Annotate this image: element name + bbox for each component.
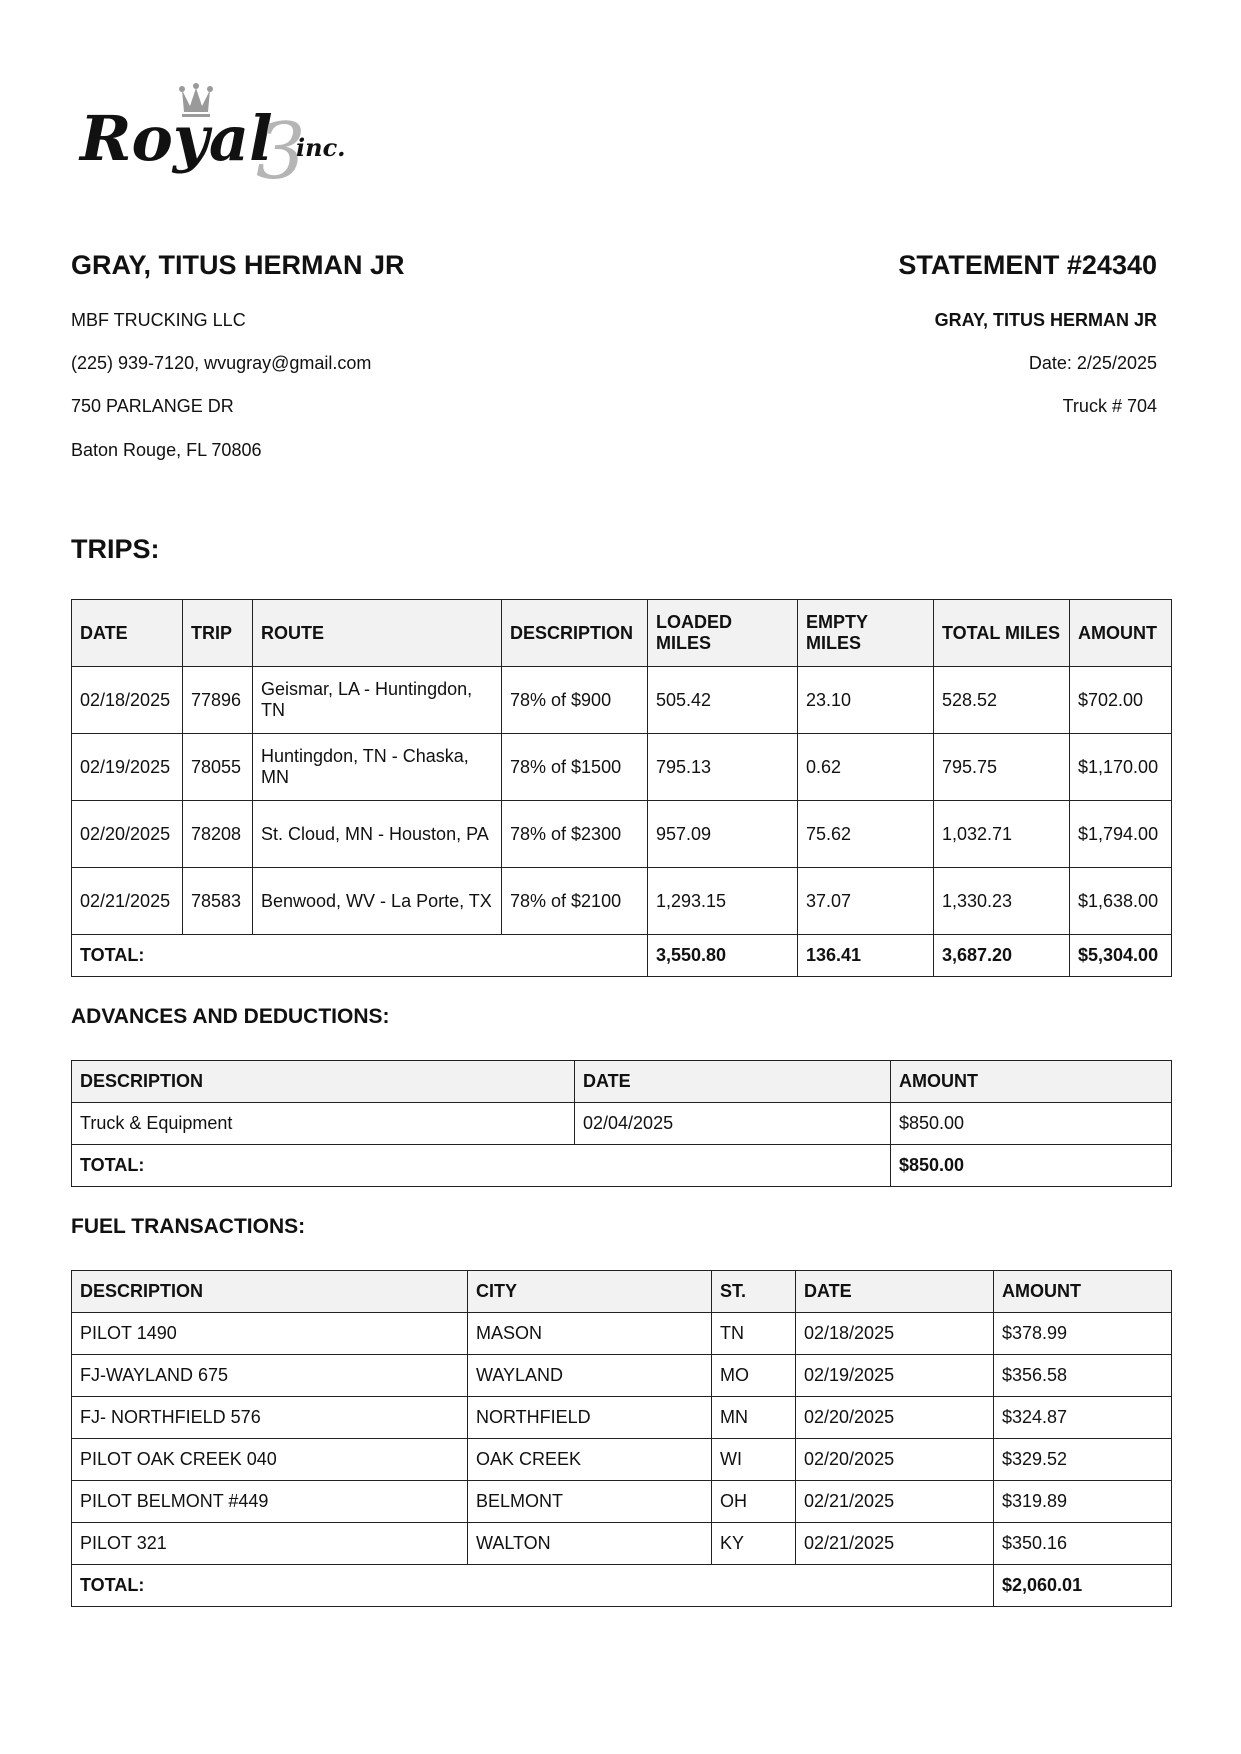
table-cell: 78208 <box>183 801 253 868</box>
column-header: DESCRIPTION <box>72 1271 468 1313</box>
svg-text:3: 3 <box>256 107 306 188</box>
table-cell: 957.09 <box>648 801 798 868</box>
table-cell: $702.00 <box>1070 667 1172 734</box>
table-cell: Huntingdon, TN - Chaska, MN <box>253 734 502 801</box>
table-cell: 02/04/2025 <box>575 1103 891 1145</box>
table-cell: 78055 <box>183 734 253 801</box>
table-row <box>72 1481 1172 1523</box>
table-cell: 1,330.23 <box>934 868 1070 935</box>
table-cell: MO <box>712 1355 796 1397</box>
table-cell: 02/19/2025 <box>796 1355 994 1397</box>
table-row <box>72 1103 1172 1145</box>
table-cell: PILOT OAK CREEK 040 <box>72 1439 468 1481</box>
column-header: AMOUNT <box>994 1271 1172 1313</box>
table-cell: $350.16 <box>994 1523 1172 1565</box>
trips-section-title: TRIPS: <box>71 534 160 564</box>
table-cell: PILOT BELMONT #449 <box>72 1481 468 1523</box>
table-row <box>72 667 1172 734</box>
crown-logo-icon <box>78 78 378 188</box>
table-cell: 1,032.71 <box>934 801 1070 868</box>
table-cell: $378.99 <box>994 1313 1172 1355</box>
table-cell: 02/21/2025 <box>796 1523 994 1565</box>
fuel-header-row <box>72 1271 1172 1313</box>
total-amount: $850.00 <box>891 1145 1172 1187</box>
table-cell: 02/20/2025 <box>796 1439 994 1481</box>
statement-title: STATEMENT #24340 <box>898 250 1157 280</box>
table-row <box>72 1439 1172 1481</box>
table-cell: 37.07 <box>798 868 934 935</box>
table-cell: 78% of $2100 <box>502 868 648 935</box>
column-header: ROUTE <box>253 600 502 667</box>
svg-text:inc.: inc. <box>296 133 346 162</box>
table-row <box>72 868 1172 935</box>
table-cell: MN <box>712 1397 796 1439</box>
table-cell: 78% of $900 <box>502 667 648 734</box>
table-cell: 795.75 <box>934 734 1070 801</box>
column-header: AMOUNT <box>891 1061 1172 1103</box>
table-cell: WALTON <box>468 1523 712 1565</box>
advances-total-row <box>72 1145 1172 1187</box>
table-cell: $850.00 <box>891 1103 1172 1145</box>
table-cell: 75.62 <box>798 801 934 868</box>
table-cell: 02/20/2025 <box>72 801 183 868</box>
table-cell: WAYLAND <box>468 1355 712 1397</box>
table-cell: 02/21/2025 <box>72 868 183 935</box>
table-cell: KY <box>712 1523 796 1565</box>
table-cell: 0.62 <box>798 734 934 801</box>
table-cell: 78% of $1500 <box>502 734 648 801</box>
column-header: DESCRIPTION <box>72 1061 575 1103</box>
column-header: CITY <box>468 1271 712 1313</box>
table-cell: $1,638.00 <box>1070 868 1172 935</box>
column-header: DATE <box>575 1061 891 1103</box>
total-amount: $5,304.00 <box>1070 935 1172 977</box>
statement-date: Date: 2/25/2025 <box>1028 353 1157 373</box>
trips-header-row <box>72 600 1172 667</box>
table-cell: $1,794.00 <box>1070 801 1172 868</box>
table-row <box>72 801 1172 868</box>
table-cell: Geismar, LA - Huntingdon, TN <box>253 667 502 734</box>
advances-table <box>71 1060 1172 1187</box>
table-cell: BELMONT <box>468 1481 712 1523</box>
table-cell: 02/20/2025 <box>796 1397 994 1439</box>
table-cell: 02/21/2025 <box>796 1481 994 1523</box>
driver-address-line2: Baton Rouge, FL 70806 <box>71 440 262 460</box>
table-cell: 505.42 <box>648 667 798 734</box>
column-header: DATE <box>796 1271 994 1313</box>
table-cell: 02/19/2025 <box>72 734 183 801</box>
table-row <box>72 1397 1172 1439</box>
table-cell: 78583 <box>183 868 253 935</box>
table-cell: St. Cloud, MN - Houston, PA <box>253 801 502 868</box>
table-cell: PILOT 321 <box>72 1523 468 1565</box>
table-cell: Truck & Equipment <box>72 1103 575 1145</box>
column-header: AMOUNT <box>1070 600 1172 667</box>
trips-total-row <box>72 935 1172 977</box>
driver-company: MBF TRUCKING LLC <box>71 310 246 330</box>
table-cell: Benwood, WV - La Porte, TX <box>253 868 502 935</box>
table-cell: $1,170.00 <box>1070 734 1172 801</box>
table-cell: FJ-WAYLAND 675 <box>72 1355 468 1397</box>
total-empty-miles: 136.41 <box>798 935 934 977</box>
svg-text:Royal: Royal <box>80 102 273 175</box>
statement-truck: Truck # 704 <box>1062 396 1157 416</box>
statement-driver-name: GRAY, TITUS HERMAN JR <box>934 310 1157 330</box>
table-row <box>72 1313 1172 1355</box>
column-header: ST. <box>712 1271 796 1313</box>
table-cell: NORTHFIELD <box>468 1397 712 1439</box>
fuel-section-title: FUEL TRANSACTIONS: <box>71 1215 306 1238</box>
table-row <box>72 1355 1172 1397</box>
table-cell: WI <box>712 1439 796 1481</box>
table-cell: $324.87 <box>994 1397 1172 1439</box>
total-label: TOTAL: <box>72 1145 891 1187</box>
column-header: DESCRIPTION <box>502 600 648 667</box>
driver-contact: (225) 939-7120, wvugray@gmail.com <box>71 353 372 373</box>
table-cell: 528.52 <box>934 667 1070 734</box>
fuel-table <box>71 1270 1172 1607</box>
table-cell: 78% of $2300 <box>502 801 648 868</box>
table-cell: 795.13 <box>648 734 798 801</box>
column-header: LOADED MILES <box>648 600 798 667</box>
table-cell: 02/18/2025 <box>72 667 183 734</box>
trips-table <box>71 599 1172 977</box>
table-cell: 23.10 <box>798 667 934 734</box>
table-cell: PILOT 1490 <box>72 1313 468 1355</box>
total-label: TOTAL: <box>72 1565 994 1607</box>
table-cell: FJ- NORTHFIELD 576 <box>72 1397 468 1439</box>
company-logo <box>78 78 378 188</box>
column-header: TRIP <box>183 600 253 667</box>
table-cell: OAK CREEK <box>468 1439 712 1481</box>
table-cell: OH <box>712 1481 796 1523</box>
fuel-total-row <box>72 1565 1172 1607</box>
table-cell: 02/18/2025 <box>796 1313 994 1355</box>
column-header: EMPTY MILES <box>798 600 934 667</box>
advances-header-row <box>72 1061 1172 1103</box>
table-cell: MASON <box>468 1313 712 1355</box>
table-cell: TN <box>712 1313 796 1355</box>
total-miles: 3,687.20 <box>934 935 1070 977</box>
driver-name: GRAY, TITUS HERMAN JR <box>71 250 405 280</box>
table-cell: $319.89 <box>994 1481 1172 1523</box>
table-row <box>72 734 1172 801</box>
total-amount: $2,060.01 <box>994 1565 1172 1607</box>
table-row <box>72 1523 1172 1565</box>
advances-section-title: ADVANCES AND DEDUCTIONS: <box>71 1005 390 1028</box>
table-cell: 77896 <box>183 667 253 734</box>
column-header: TOTAL MILES <box>934 600 1070 667</box>
total-label: TOTAL: <box>72 935 648 977</box>
driver-address-line1: 750 PARLANGE DR <box>71 396 234 416</box>
table-cell: $329.52 <box>994 1439 1172 1481</box>
table-cell: 1,293.15 <box>648 868 798 935</box>
column-header: DATE <box>72 600 183 667</box>
table-cell: $356.58 <box>994 1355 1172 1397</box>
total-loaded-miles: 3,550.80 <box>648 935 798 977</box>
